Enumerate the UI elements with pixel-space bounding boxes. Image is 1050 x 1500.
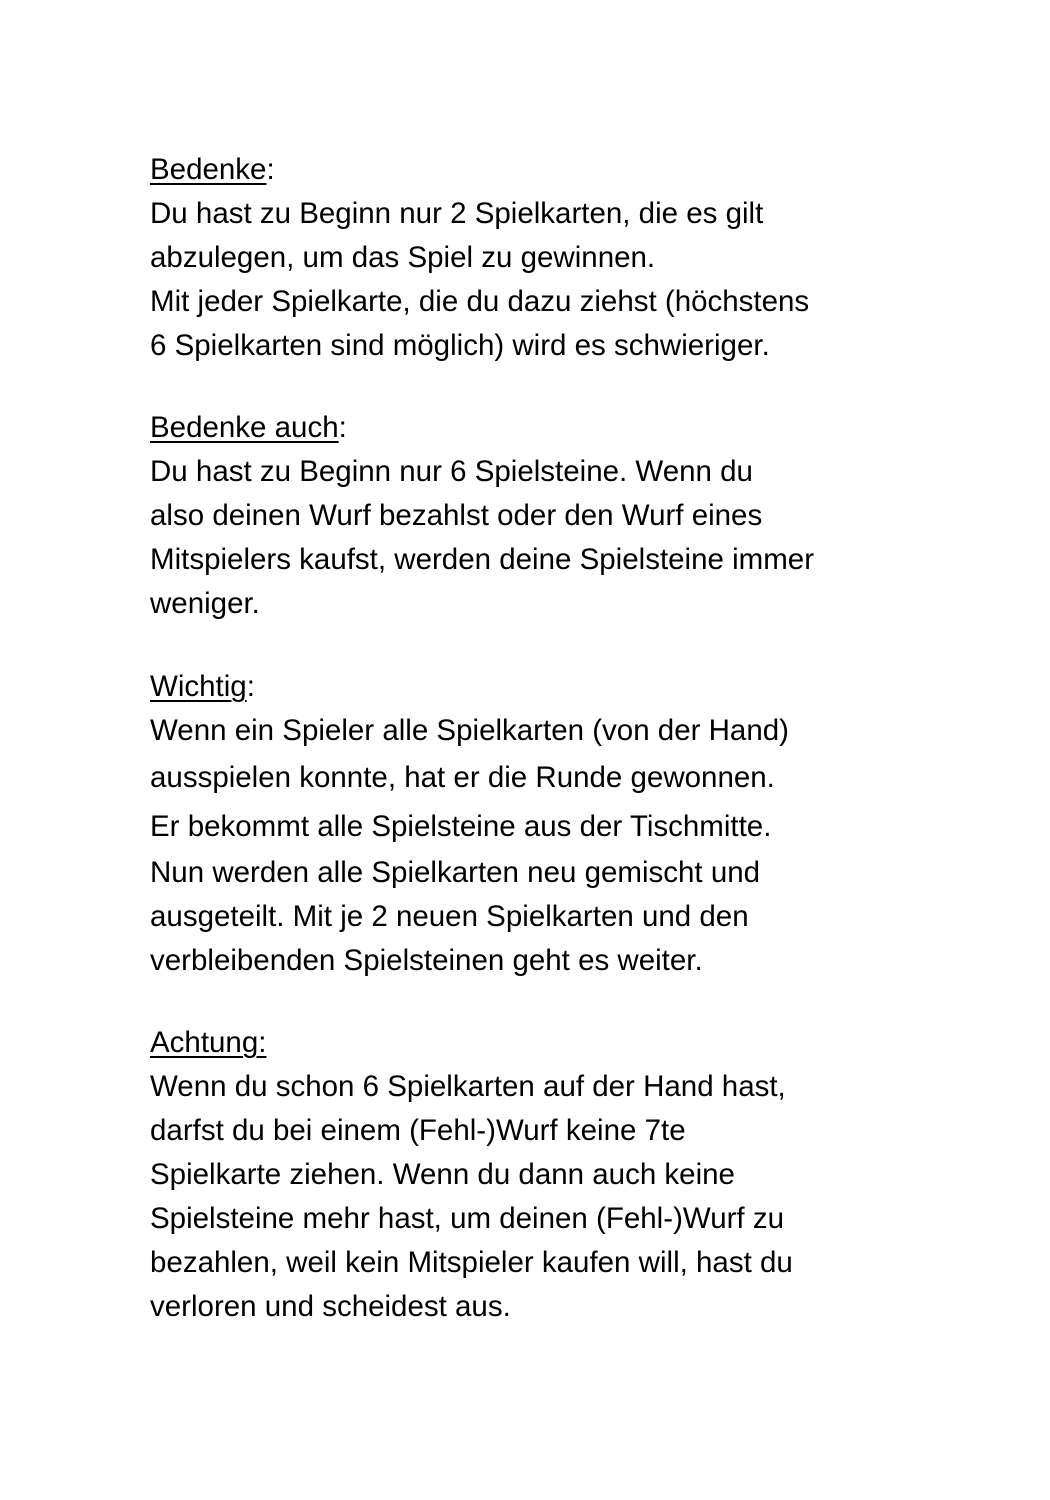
paragraph-line: ausspielen konnte, hat er die Runde gewonnen. (150, 761, 775, 794)
paragraph-line: Mit jeder Spielkarte, die du dazu ziehst (höchstens (150, 285, 810, 318)
paragraph-line: verbleibenden Spielsteinen geht es weiter. (150, 944, 703, 977)
paragraph-line: also deinen Wurf bezahlst oder den Wurf eines (150, 499, 763, 532)
paragraph-line: verloren und scheidest aus. (150, 1290, 511, 1323)
paragraph-line: ausgeteilt. Mit je 2 neuen Spielkarten und den (150, 900, 749, 933)
paragraph-line: bezahlen, weil kein Mitspieler kaufen will, hast du (150, 1246, 793, 1279)
section-heading (150, 1021, 1010, 1065)
paragraph-line: Spielkarte ziehen. Wenn du dann auch keine (150, 1158, 735, 1191)
section-heading (150, 406, 1010, 450)
paragraph-line: Wenn ein Spieler alle Spielkarten (von der Hand) (150, 714, 789, 747)
paragraph-line: darfst du bei einem (Fehl-)Wurf keine 7te (150, 1114, 686, 1147)
heading-colon: : (338, 411, 347, 444)
heading-text: Bedenke auch (150, 411, 339, 444)
document-page (150, 148, 1010, 1329)
paragraph-line: Spielsteine mehr hast, um deinen (Fehl-)Wurf zu (150, 1202, 784, 1235)
paragraph-line: Du hast zu Beginn nur 2 Spielkarten, die es gilt (150, 197, 764, 230)
section-achtung (150, 1021, 1010, 1329)
section-heading (150, 148, 1010, 192)
heading-text: Bedenke (150, 153, 267, 186)
paragraph-line: Mitspielers kaufst, werden deine Spielsteine immer (150, 543, 815, 576)
section-bedenke (150, 148, 1010, 368)
paragraph-line: Du hast zu Beginn nur 6 Spielsteine. Wenn du (150, 455, 753, 488)
section-bedenke-auch (150, 406, 1010, 626)
heading-text: Achtung: (150, 1026, 267, 1059)
paragraph-line: abzulegen, um das Spiel zu gewinnen. (150, 241, 656, 274)
paragraph-line: 6 Spielkarten sind möglich) wird es schwieriger. (150, 329, 770, 362)
paragraph-line: Er bekommt alle Spielsteine aus der Tischmitte. (150, 810, 772, 843)
heading-colon: : (246, 670, 255, 703)
paragraph-line: Nun werden alle Spielkarten neu gemischt und (150, 856, 761, 889)
section-heading (150, 665, 1010, 709)
section-wichtig (150, 665, 1010, 983)
paragraph-line: weniger. (150, 587, 260, 620)
heading-colon: : (266, 153, 275, 186)
paragraph-line: Wenn du schon 6 Spielkarten auf der Hand hast, (150, 1070, 786, 1103)
heading-text: Wichtig (150, 670, 247, 703)
